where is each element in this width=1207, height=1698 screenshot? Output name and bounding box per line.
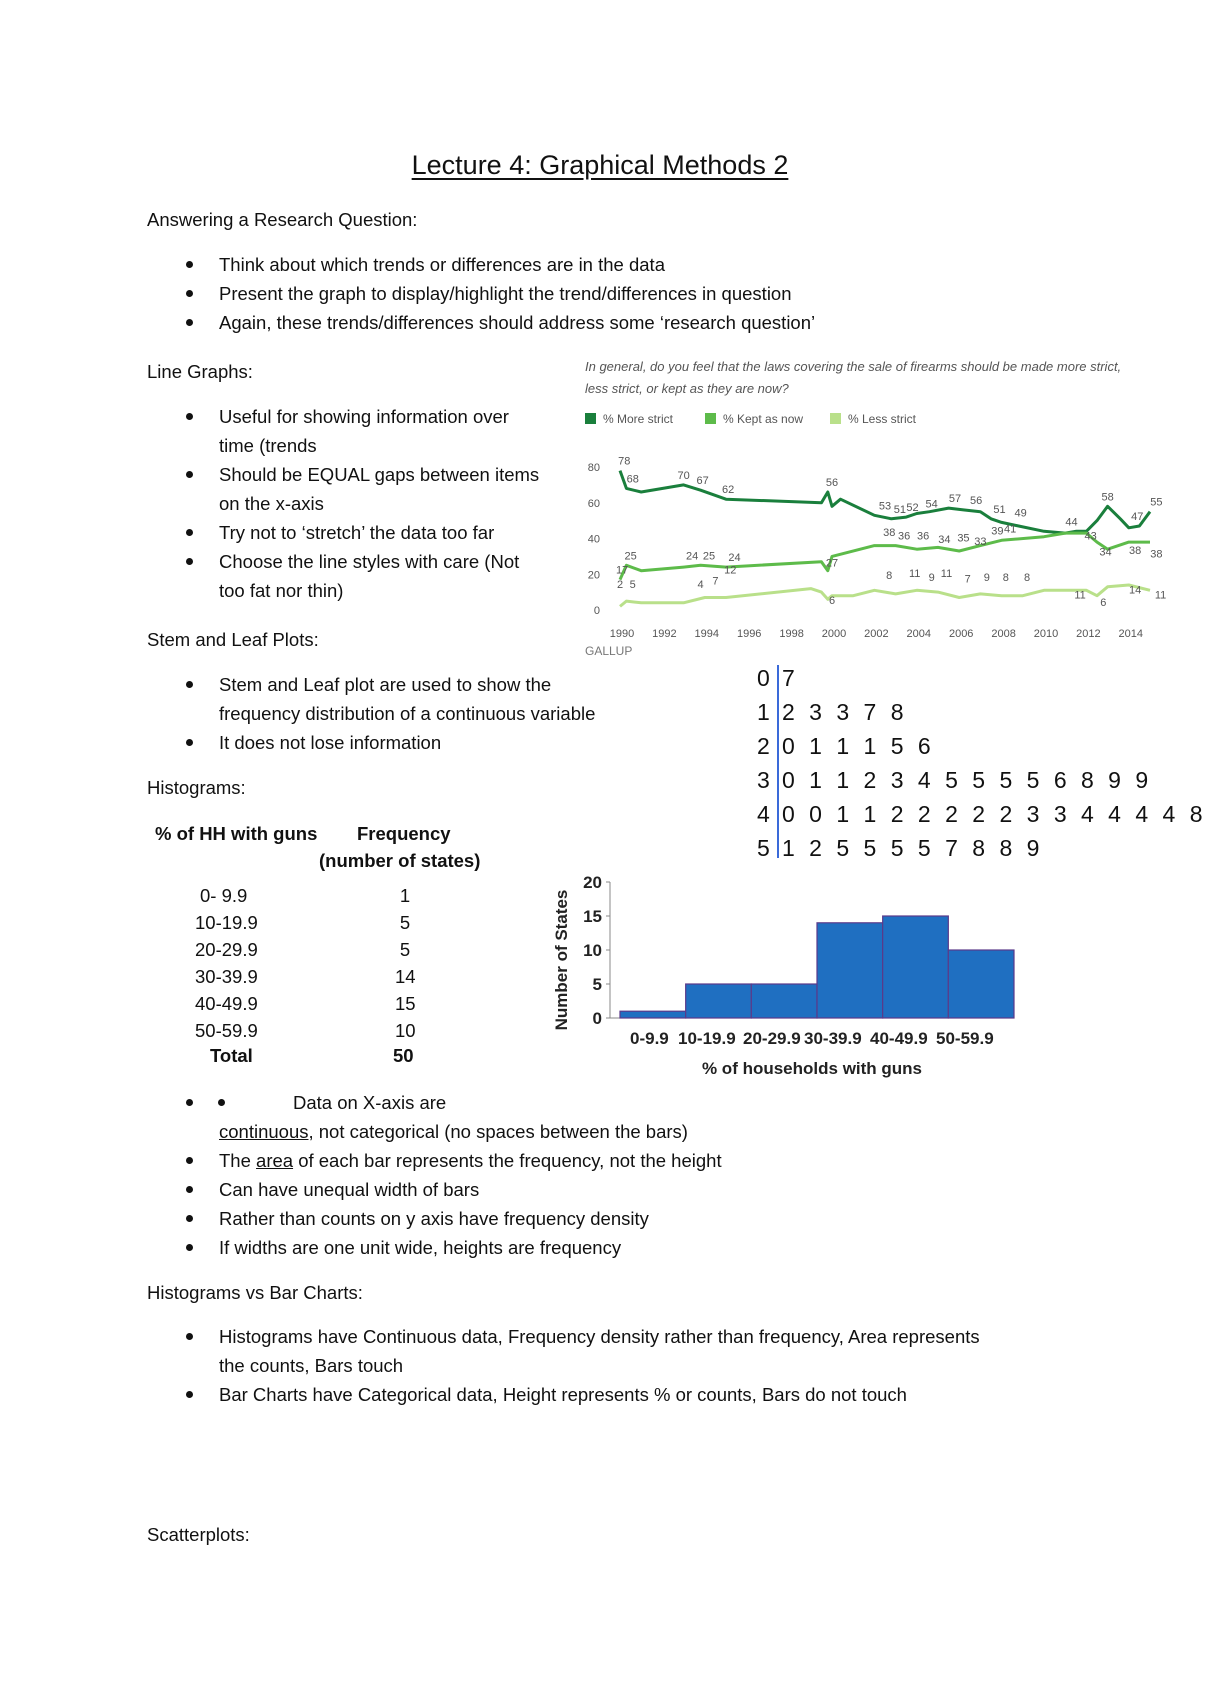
table-frequency-cell: 14 <box>395 966 416 987</box>
bullet-dot <box>186 1186 196 1196</box>
data-label: 11 <box>1074 589 1086 602</box>
y-axis-title: Number of States <box>552 889 571 1031</box>
hist-bullet-1-rest: , not categorical (no spaces between the bars) <box>308 1121 688 1142</box>
bullet-dot <box>186 1099 196 1109</box>
data-label: 36 <box>917 530 930 543</box>
y-tick-label: 0 <box>592 1009 602 1028</box>
data-label: 62 <box>721 484 735 497</box>
research-heading: Answering a Research Question: <box>147 209 418 230</box>
data-label: 55 <box>1150 496 1163 509</box>
data-label: 27 <box>825 557 839 570</box>
bullet-dot <box>186 290 196 300</box>
histogram-bar <box>686 984 752 1018</box>
table-frequency-cell: 5 <box>399 939 411 960</box>
x-tick-label: 10-19.9 <box>678 1029 736 1048</box>
x-tick-label: 2006 <box>948 628 974 640</box>
x-tick-label: 0-9.9 <box>630 1029 669 1048</box>
bullet-dot <box>186 681 196 691</box>
hist-bullet-3: If widths are one unit wide, heights are frequency <box>219 1237 622 1258</box>
x-axis-title: % of households with guns <box>701 1059 923 1078</box>
x-tick-label: 1992 <box>652 628 677 640</box>
table-total-value: 50 <box>393 1045 414 1066</box>
table-col2-header: Frequency <box>357 823 451 844</box>
legend-swatch <box>705 413 716 424</box>
legend-label: % Kept as now <box>723 412 804 426</box>
data-label: 8 <box>886 569 893 582</box>
y-tick-label: 15 <box>583 907 602 926</box>
data-label: 38 <box>1129 544 1142 557</box>
leaf-values: 7 <box>782 665 799 691</box>
data-label: 51 <box>993 503 1006 516</box>
gallup-line-chart <box>585 355 1167 665</box>
data-label: 53 <box>878 500 892 513</box>
data-label: 35 <box>957 532 970 545</box>
data-label: 68 <box>626 473 639 486</box>
stem-bullet-1-line-2: frequency distribution of a continuous variable <box>219 703 596 724</box>
bullet-dot <box>218 1099 228 1109</box>
data-label: 8 <box>1023 571 1031 584</box>
bullet-dot <box>186 319 196 329</box>
research-bullet-2: Present the graph to display/highlight the trend/differences in question <box>219 283 792 304</box>
x-tick-label: 2008 <box>991 628 1016 640</box>
y-tick-label: 5 <box>592 975 602 994</box>
line-bullet-2-line-2: on the x-axis <box>219 493 324 514</box>
underlined-area: area <box>256 1150 294 1171</box>
data-label: 38 <box>883 527 896 540</box>
data-label: 9 <box>928 571 935 584</box>
hist-bullet-1-cont <box>219 1117 688 1146</box>
research-bullet-1: Think about which trends or differences are in the data <box>219 254 665 275</box>
y-tick-label: 10 <box>583 941 602 960</box>
x-tick-label: 1994 <box>694 628 720 640</box>
data-label: 7 <box>712 575 719 588</box>
x-tick-label: 2000 <box>821 628 847 640</box>
table-col2-subheader: (number of states) <box>319 850 481 871</box>
x-tick-label: 1996 <box>736 628 762 640</box>
data-label: 24 <box>728 552 741 565</box>
data-label: 49 <box>1014 507 1027 520</box>
data-label: 47 <box>1131 510 1144 523</box>
data-label: 70 <box>677 469 690 482</box>
table-range-cell: 10-19.9 <box>195 912 258 933</box>
data-label: 34 <box>938 534 951 547</box>
leaf-values: 0 0 1 1 2 2 2 2 2 3 3 4 4 4 4 8 <box>782 801 1207 827</box>
x-tick-label: 50-59.9 <box>936 1029 994 1048</box>
y-tick-label: 60 <box>587 497 600 510</box>
chart-source: GALLUP <box>585 644 633 658</box>
data-label: 34 <box>1099 546 1112 559</box>
data-label: 52 <box>906 502 919 515</box>
legend-label: % Less strict <box>848 412 917 426</box>
data-label: 17 <box>615 564 629 577</box>
data-label: 11 <box>1154 589 1167 602</box>
data-label: 51 <box>893 503 906 516</box>
table-total-label: Total <box>210 1045 253 1066</box>
vs-bullet-1-line-2: the counts, Bars touch <box>219 1355 404 1376</box>
histograms-heading: Histograms: <box>147 777 246 798</box>
bullet-dot <box>186 1391 196 1401</box>
y-tick-label: 80 <box>587 462 600 474</box>
chart-title-line-2: less strict, or kept as they are now? <box>585 381 789 396</box>
line-bullet-1-line-1: Useful for showing information over <box>219 406 509 427</box>
data-label: 9 <box>983 571 990 584</box>
data-label: 11 <box>908 568 921 581</box>
data-label: 5 <box>629 578 636 591</box>
stem-value: 4 <box>757 801 774 827</box>
data-label: 7 <box>964 573 971 586</box>
data-label: 78 <box>618 455 631 468</box>
stem-value: 3 <box>757 767 774 793</box>
data-label: 56 <box>970 494 983 507</box>
hist-bullet-2: Rather than counts on y axis have frequency density <box>219 1208 649 1229</box>
histogram-bar <box>817 923 883 1018</box>
data-label: 12 <box>724 564 737 577</box>
leaf-values: 0 1 1 2 3 4 5 5 5 5 6 8 9 9 <box>782 767 1153 793</box>
line-bullet-2-line-1: Should be EQUAL gaps between items <box>219 464 540 485</box>
bullet-dot <box>186 529 196 539</box>
data-label: 44 <box>1065 516 1078 529</box>
stem-value: 2 <box>757 733 774 759</box>
underlined-continuous: continuous <box>219 1121 309 1142</box>
data-label: 36 <box>897 530 911 543</box>
legend-swatch <box>585 413 596 424</box>
table-range-cell: 20-29.9 <box>195 939 258 960</box>
x-tick-label: 1998 <box>779 628 804 640</box>
stem-value: 5 <box>757 835 774 861</box>
x-tick-label: 40-49.9 <box>870 1029 928 1048</box>
area-pre: The <box>219 1150 257 1171</box>
line-bullet-3: Try not to ‘stretch’ the data too far <box>219 522 495 543</box>
x-tick-label: 2002 <box>864 628 889 640</box>
y-tick-label: 0 <box>593 605 600 617</box>
vs-bullet-2: Bar Charts have Categorical data, Height represents % or counts, Bars do not touch <box>219 1384 907 1405</box>
bullet-dot <box>186 1157 196 1167</box>
data-label: 2 <box>616 578 624 591</box>
legend-label: % More strict <box>603 412 674 426</box>
data-label: 6 <box>828 595 836 607</box>
data-label: 56 <box>825 477 839 490</box>
bullet-dot <box>186 1333 196 1343</box>
data-label: 6 <box>1100 596 1107 609</box>
data-label: 14 <box>1129 584 1142 597</box>
table-range-cell: 50-59.9 <box>195 1020 258 1041</box>
bullet-dot <box>186 1244 196 1254</box>
scatterplots-heading: Scatterplots: <box>147 1524 250 1545</box>
bullet-dot <box>186 261 196 271</box>
table-col1-header: % of HH with guns <box>155 823 318 844</box>
bullet-dot <box>186 413 196 423</box>
area-post: of each bar represents the frequency, not the height <box>293 1150 722 1171</box>
stem-divider <box>777 665 779 858</box>
histogram-bar <box>751 984 817 1018</box>
data-label: 4 <box>697 578 704 591</box>
data-label: 41 <box>1003 523 1017 536</box>
leaf-values: 2 3 3 7 8 <box>782 699 908 725</box>
data-label: 39 <box>991 525 1004 538</box>
stem-bullet-2: It does not lose information <box>219 732 442 753</box>
bullet-dot <box>186 558 196 568</box>
data-label: 58 <box>1101 491 1114 504</box>
histogram-bar <box>620 1011 686 1018</box>
y-tick-label: 40 <box>587 533 600 546</box>
vs-heading: Histograms vs Bar Charts: <box>147 1282 363 1303</box>
data-label: 24 <box>685 550 699 563</box>
x-tick-label: 2004 <box>906 628 932 640</box>
stem-leaf-plot <box>757 665 1207 861</box>
y-tick-label: 20 <box>583 873 602 892</box>
table-frequency-cell: 1 <box>399 885 411 906</box>
x-tick-label: 30-39.9 <box>804 1029 862 1048</box>
table-frequency-cell: 5 <box>399 912 411 933</box>
data-label: 43 <box>1084 530 1097 543</box>
table-range-cell: 40-49.9 <box>195 993 258 1014</box>
legend-swatch <box>830 413 841 424</box>
stem-leaf-heading: Stem and Leaf Plots: <box>147 629 319 650</box>
table-frequency-cell: 10 <box>395 1020 416 1041</box>
leaf-values: 0 1 1 1 5 6 <box>782 733 935 759</box>
histogram-chart <box>540 862 1030 1082</box>
research-bullet-3: Again, these trends/differences should address some ‘research question’ <box>219 312 816 333</box>
table-range-cell: 30-39.9 <box>195 966 258 987</box>
bullet-dot <box>186 471 196 481</box>
table-frequency-cell: 15 <box>395 993 416 1014</box>
chart-title-line-1: In general, do you feel that the laws covering the sale of firearms should be made more strict, <box>585 359 1122 374</box>
stem-value: 1 <box>757 699 774 725</box>
bullet-dot <box>186 1215 196 1225</box>
table-range-cell: 0- 9.9 <box>200 885 248 906</box>
leaf-values: 1 2 5 5 5 5 7 8 8 9 <box>782 835 1044 861</box>
hist-bullet-area <box>219 1146 722 1175</box>
line-bullet-1-line-2: time (trends <box>219 435 317 456</box>
histogram-bar <box>948 950 1014 1018</box>
line-bullet-4-line-1: Choose the line styles with care (Not <box>219 551 520 572</box>
page-title: Lecture 4: Graphical Methods 2 <box>411 150 789 180</box>
data-label: 33 <box>974 536 987 549</box>
data-label: 57 <box>948 493 962 506</box>
y-tick-label: 20 <box>587 569 600 582</box>
data-label: 25 <box>702 550 716 563</box>
stem-bullet-1-line-1: Stem and Leaf plot are used to show the <box>219 674 552 695</box>
x-tick-label: 2010 <box>1033 628 1059 640</box>
data-label: 54 <box>925 498 938 511</box>
histogram-bar <box>883 916 949 1018</box>
stem-value: 0 <box>757 665 774 691</box>
x-tick-label: 2014 <box>1118 628 1144 640</box>
data-label: 8 <box>1002 571 1009 584</box>
data-label: 25 <box>624 550 637 563</box>
x-tick-label: 2012 <box>1076 628 1101 640</box>
data-label: 67 <box>696 475 709 488</box>
x-tick-label: 20-29.9 <box>743 1029 801 1048</box>
line-bullet-4-line-2: too fat nor thin) <box>219 580 344 601</box>
hist-bullet-1: Data on X-axis are <box>293 1092 447 1113</box>
vs-bullet-1-line-1: Histograms have Continuous data, Frequency density rather than frequency, Area represents <box>219 1326 980 1347</box>
line-graphs-heading: Line Graphs: <box>147 361 253 382</box>
data-label: 11 <box>940 568 953 581</box>
x-tick-label: 1990 <box>609 628 635 640</box>
hist-bullet-1: Can have unequal width of bars <box>219 1179 480 1200</box>
bullet-dot <box>186 739 196 749</box>
data-label: 38 <box>1150 548 1163 561</box>
